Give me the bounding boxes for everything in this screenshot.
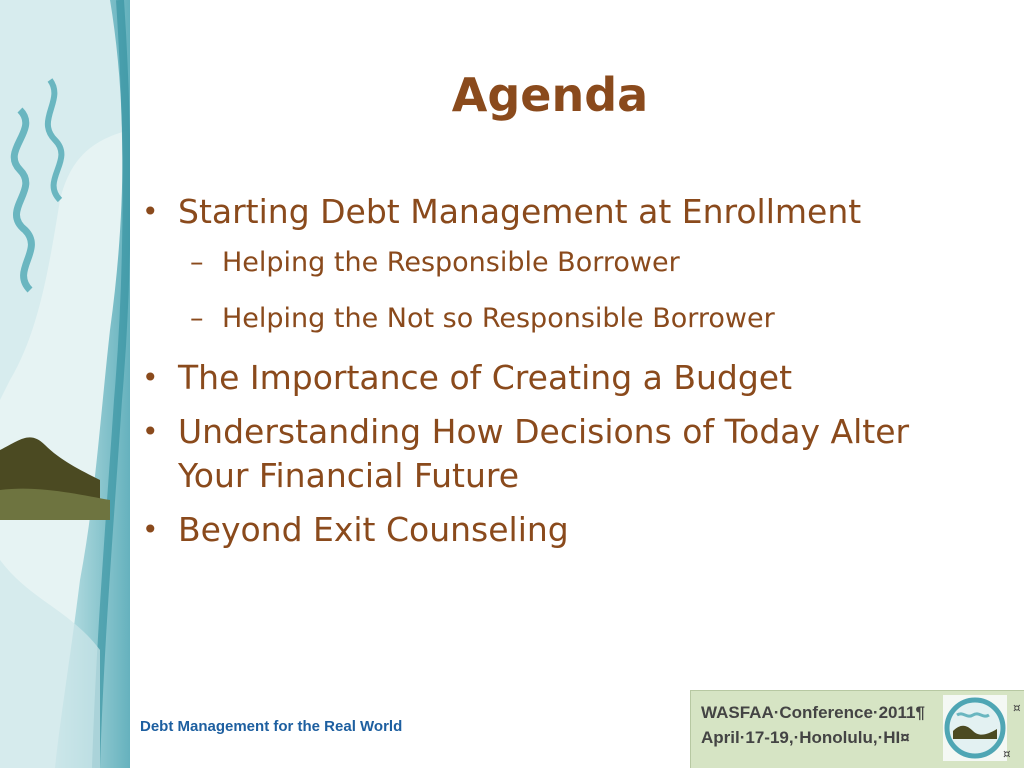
conference-title: WASFAA·Conference·2011¶ (701, 703, 925, 722)
bullet-text: Beyond Exit Counseling (178, 510, 569, 549)
sub-bullet-marker: – (190, 247, 204, 278)
bullet-list (140, 190, 940, 562)
bullet-item (140, 508, 940, 552)
sub-bullet-item (140, 244, 940, 282)
sub-bullet-text: Helping the Responsible Borrower (222, 247, 680, 278)
bullet-text: Understanding How Decisions of Today Alter Your Financial Future (178, 412, 910, 495)
footer-text: Debt Management for the Real World (140, 718, 403, 735)
bullet-marker: • (142, 415, 159, 448)
sub-bullet-item (140, 300, 940, 338)
bullet-item (140, 356, 940, 400)
conference-dates: April·17-19,·Honolulu,·HI¤ (701, 728, 910, 747)
table-cell-mark: ¤ (1003, 747, 1011, 761)
decorative-wave-art (0, 0, 130, 768)
bullet-marker: • (142, 361, 159, 394)
slide-title: Agenda (451, 68, 649, 122)
conference-logo (943, 695, 1007, 761)
bullet-item (140, 410, 940, 498)
bullet-item (140, 190, 940, 234)
sub-bullet-marker: – (190, 303, 204, 334)
bullet-marker: • (142, 513, 159, 546)
bullet-marker: • (142, 195, 159, 228)
sub-bullet-text: Helping the Not so Responsible Borrower (222, 303, 775, 334)
conference-banner (690, 690, 1024, 768)
table-cell-mark: ¤ (1013, 701, 1021, 715)
bullet-text: The Importance of Creating a Budget (178, 358, 793, 397)
bullet-text: Starting Debt Management at Enrollment (178, 192, 862, 231)
